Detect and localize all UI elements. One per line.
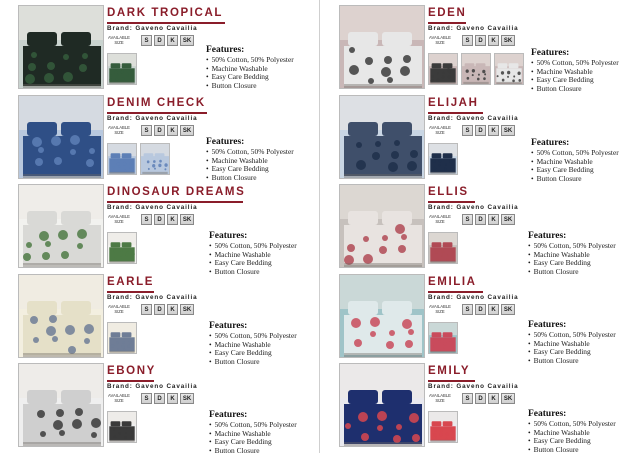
feature-item: • 50% Cotton, 50% Polyester — [528, 420, 616, 429]
product-main-image — [339, 274, 425, 358]
feature-item: • 50% Cotton, 50% Polyester — [531, 59, 619, 68]
product-main-image — [339, 184, 425, 268]
feature-item: • Button Closure — [209, 358, 297, 367]
size-badge-d: D — [154, 304, 165, 315]
product-title: EBONY — [107, 365, 156, 377]
feature-item: • Easy Care Bedding — [528, 259, 616, 268]
size-badge-sk: SK — [180, 214, 194, 225]
feature-item: • Easy Care Bedding — [531, 166, 619, 175]
available-size-label: AVAILABLE SIZE — [429, 125, 451, 135]
size-badge-k: K — [167, 35, 178, 46]
available-size-label: AVAILABLE SIZE — [429, 304, 451, 314]
feature-item: • Easy Care Bedding — [531, 76, 619, 85]
feature-item: • 50% Cotton, 50% Polyester — [206, 56, 294, 65]
product-main-image — [18, 184, 104, 268]
feature-item: • Button Closure — [206, 82, 294, 91]
available-size-label: AVAILABLE SIZE — [108, 214, 130, 224]
size-badge-d: D — [475, 35, 486, 46]
size-badge-d: D — [154, 214, 165, 225]
brand-label: Brand: Gaveno Cavailia — [107, 115, 198, 122]
feature-item: • Button Closure — [528, 268, 616, 277]
size-badge-sk: SK — [501, 304, 515, 315]
product-thumbnail-image — [461, 53, 491, 85]
size-badge-s: S — [141, 214, 152, 225]
size-badge-s: S — [141, 125, 152, 136]
size-options — [462, 304, 515, 315]
product-main-image — [18, 363, 104, 447]
product-thumbnail-image — [107, 232, 137, 264]
brand-label: Brand: Gaveno Cavailia — [107, 294, 198, 301]
size-options — [462, 393, 515, 404]
size-options — [141, 214, 194, 225]
available-size-label: AVAILABLE SIZE — [108, 304, 130, 314]
title-underline — [107, 291, 154, 293]
size-badge-sk: SK — [501, 393, 515, 404]
size-badge-sk: SK — [501, 35, 515, 46]
brand-label: Brand: Gaveno Cavailia — [428, 115, 519, 122]
size-badge-k: K — [167, 214, 178, 225]
size-badge-s: S — [462, 393, 473, 404]
product-title: EMILY — [428, 365, 471, 377]
product-main-image — [18, 274, 104, 358]
size-badge-d: D — [154, 393, 165, 404]
features-list — [206, 148, 294, 183]
title-underline — [428, 201, 475, 203]
features-heading: Features: — [206, 137, 245, 147]
features-list — [531, 149, 619, 184]
size-badge-s: S — [141, 35, 152, 46]
brand-label: Brand: Gaveno Cavailia — [428, 25, 519, 32]
product-main-image — [18, 5, 104, 89]
feature-item: • Button Closure — [528, 357, 616, 366]
product-card — [18, 274, 318, 367]
size-badge-sk: SK — [180, 35, 194, 46]
feature-item: • Button Closure — [206, 174, 294, 183]
features-list — [528, 242, 616, 277]
features-heading: Features: — [531, 138, 570, 148]
title-underline — [428, 291, 483, 293]
size-badge-sk: SK — [180, 393, 194, 404]
product-thumbnail-image — [428, 143, 458, 175]
features-heading: Features: — [528, 320, 567, 330]
features-list — [209, 332, 297, 367]
title-underline — [107, 112, 207, 114]
product-thumbnail-image — [428, 322, 458, 354]
available-size-label: AVAILABLE SIZE — [429, 393, 451, 403]
product-card — [339, 184, 639, 277]
feature-item: • Machine Washable — [531, 158, 619, 167]
features-list — [206, 56, 294, 91]
feature-item: • Button Closure — [531, 85, 619, 94]
title-underline — [428, 380, 475, 382]
size-badge-s: S — [141, 393, 152, 404]
features-heading: Features: — [531, 48, 570, 58]
size-badge-s: S — [462, 35, 473, 46]
brand-label: Brand: Gaveno Cavailia — [428, 204, 519, 211]
features-list — [528, 420, 616, 455]
size-options — [462, 214, 515, 225]
brand-label: Brand: Gaveno Cavailia — [107, 25, 198, 32]
size-badge-d: D — [475, 393, 486, 404]
size-badge-k: K — [488, 125, 499, 136]
size-badge-d: D — [475, 125, 486, 136]
product-main-image — [339, 95, 425, 179]
features-list — [209, 242, 297, 277]
title-underline — [428, 22, 466, 24]
product-card — [18, 95, 318, 183]
feature-item: • Machine Washable — [206, 157, 294, 166]
size-badge-k: K — [488, 35, 499, 46]
features-heading: Features: — [528, 409, 567, 419]
column-divider — [319, 0, 320, 453]
product-title: EARLE — [107, 276, 154, 288]
size-badge-sk: SK — [501, 125, 515, 136]
feature-item: • Machine Washable — [209, 251, 297, 260]
product-title: DINOSAUR DREAMS — [107, 186, 246, 198]
feature-item: • Easy Care Bedding — [209, 259, 297, 268]
feature-item: • 50% Cotton, 50% Polyester — [528, 242, 616, 251]
product-title: EMILIA — [428, 276, 477, 288]
product-thumbnail-image — [107, 53, 137, 85]
available-size-label: AVAILABLE SIZE — [108, 393, 130, 403]
features-heading: Features: — [209, 410, 248, 420]
product-card — [339, 274, 639, 366]
size-badge-d: D — [154, 125, 165, 136]
features-heading: Features: — [209, 321, 248, 331]
product-thumbnail-image — [494, 53, 524, 85]
feature-item: • Easy Care Bedding — [206, 73, 294, 82]
feature-item: • Button Closure — [531, 175, 619, 184]
product-card — [339, 95, 639, 184]
size-badge-s: S — [462, 304, 473, 315]
feature-item: • Button Closure — [528, 446, 616, 455]
brand-label: Brand: Gaveno Cavailia — [107, 204, 198, 211]
feature-item: • Button Closure — [209, 447, 297, 456]
size-badge-k: K — [488, 214, 499, 225]
size-options — [141, 304, 194, 315]
available-size-label: AVAILABLE SIZE — [429, 214, 451, 224]
feature-item: • Machine Washable — [209, 341, 297, 350]
product-card — [18, 363, 318, 456]
feature-item: • Easy Care Bedding — [206, 165, 294, 174]
feature-item: • Machine Washable — [528, 340, 616, 349]
size-badge-d: D — [475, 304, 486, 315]
size-options — [462, 125, 515, 136]
product-card — [18, 184, 318, 277]
product-thumbnail-image — [428, 232, 458, 264]
size-badge-k: K — [488, 393, 499, 404]
size-badge-s: S — [141, 304, 152, 315]
product-thumbnail-image — [428, 53, 458, 85]
product-main-image — [18, 95, 104, 179]
product-title: EDEN — [428, 7, 467, 19]
features-heading: Features: — [209, 231, 248, 241]
product-thumbnail-image — [107, 322, 137, 354]
features-heading: Features: — [206, 45, 245, 55]
product-title: ELIJAH — [428, 97, 479, 109]
available-size-label: AVAILABLE SIZE — [108, 125, 130, 135]
title-underline — [428, 112, 483, 114]
product-title: ELLIS — [428, 186, 469, 198]
available-size-label: AVAILABLE SIZE — [429, 35, 451, 45]
title-underline — [107, 380, 154, 382]
size-badge-k: K — [167, 125, 178, 136]
size-badge-k: K — [167, 304, 178, 315]
feature-item: • 50% Cotton, 50% Polyester — [531, 149, 619, 158]
size-badge-sk: SK — [180, 304, 194, 315]
brand-label: Brand: Gaveno Cavailia — [428, 294, 519, 301]
size-badge-k: K — [488, 304, 499, 315]
size-options — [141, 125, 194, 136]
size-options — [141, 35, 194, 46]
feature-item: • 50% Cotton, 50% Polyester — [209, 421, 297, 430]
product-thumbnail-image — [428, 411, 458, 443]
size-badge-sk: SK — [501, 214, 515, 225]
feature-item: • Easy Care Bedding — [209, 438, 297, 447]
feature-item: • Easy Care Bedding — [209, 349, 297, 358]
feature-item: • Easy Care Bedding — [528, 437, 616, 446]
feature-item: • 50% Cotton, 50% Polyester — [209, 242, 297, 251]
features-list — [528, 331, 616, 366]
product-title: DARK TROPICAL — [107, 7, 223, 19]
size-badge-d: D — [154, 35, 165, 46]
feature-item: • Machine Washable — [209, 430, 297, 439]
product-card — [18, 5, 318, 89]
size-options — [141, 393, 194, 404]
feature-item: • Easy Care Bedding — [528, 348, 616, 357]
size-badge-s: S — [462, 214, 473, 225]
size-options — [462, 35, 515, 46]
features-heading: Features: — [528, 231, 567, 241]
size-badge-s: S — [462, 125, 473, 136]
brand-label: Brand: Gaveno Cavailia — [428, 383, 519, 390]
product-thumbnail-image — [107, 143, 137, 175]
title-underline — [107, 22, 225, 24]
product-card — [339, 363, 639, 455]
feature-item: • Machine Washable — [528, 429, 616, 438]
size-badge-k: K — [167, 393, 178, 404]
size-badge-d: D — [475, 214, 486, 225]
product-card — [339, 5, 639, 94]
product-main-image — [339, 363, 425, 447]
feature-item: • 50% Cotton, 50% Polyester — [528, 331, 616, 340]
brand-label: Brand: Gaveno Cavailia — [107, 383, 198, 390]
feature-item: • 50% Cotton, 50% Polyester — [209, 332, 297, 341]
title-underline — [107, 201, 243, 203]
feature-item: • 50% Cotton, 50% Polyester — [206, 148, 294, 157]
feature-item: • Button Closure — [209, 268, 297, 277]
features-list — [531, 59, 619, 94]
product-thumbnail-image — [140, 143, 170, 175]
feature-item: • Machine Washable — [528, 251, 616, 260]
product-main-image — [339, 5, 425, 89]
product-thumbnail-image — [107, 411, 137, 443]
size-badge-sk: SK — [180, 125, 194, 136]
features-list — [209, 421, 297, 456]
feature-item: • Machine Washable — [206, 65, 294, 74]
product-title: DENIM CHECK — [107, 97, 206, 109]
feature-item: • Machine Washable — [531, 68, 619, 77]
available-size-label: AVAILABLE SIZE — [108, 35, 130, 45]
